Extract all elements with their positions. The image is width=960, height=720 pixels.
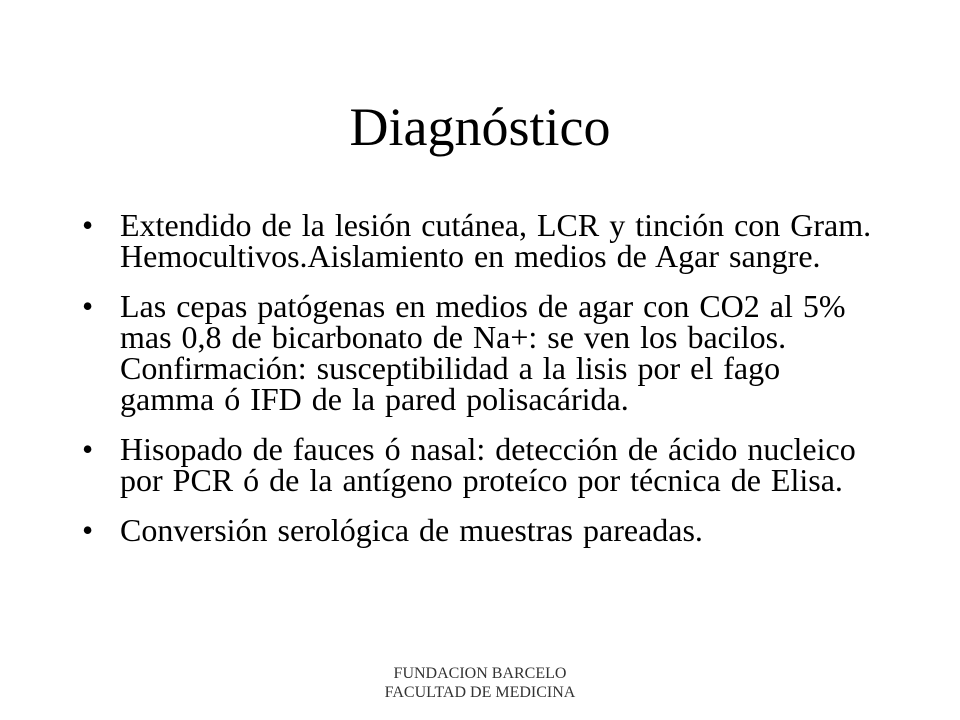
footer-faculty: FACULTAD DE MEDICINA	[384, 684, 576, 701]
slide-footer	[0, 664, 960, 702]
bullet-dot-icon: •	[82, 431, 94, 467]
bullet-item	[82, 431, 882, 498]
bullet-text: Hisopado de fauces ó nasal: detección de ácido nucleico por PCR ó de la antígeno proteíco por técnica de Elisa.	[120, 431, 856, 498]
bullet-text: Las cepas patógenas en medios de agar con CO2 al 5% mas 0,8 de bicarbonato de Na+: se ven los bacilos. Confirmación: susceptibilidad a la lisis por el fago gamma ó IFD de la pared polisacárida.	[120, 288, 846, 417]
bullet-text: Extendido de la lesión cutánea, LCR y tinción con Gram. Hemocultivos.Aislamiento en medios de Agar sangre.	[120, 207, 872, 274]
bullet-item	[82, 207, 882, 274]
slide-title: Diagnóstico	[349, 97, 611, 157]
bullet-list	[82, 207, 882, 565]
bullet-item	[82, 288, 882, 417]
bullet-dot-icon: •	[82, 207, 94, 243]
bullet-text: Conversión serológica de muestras pareadas.	[120, 512, 703, 548]
footer-institution: FUNDACION BARCELO	[393, 665, 567, 682]
bullet-dot-icon: •	[82, 288, 94, 324]
bullet-item	[82, 512, 882, 548]
bullet-dot-icon: •	[82, 512, 94, 548]
